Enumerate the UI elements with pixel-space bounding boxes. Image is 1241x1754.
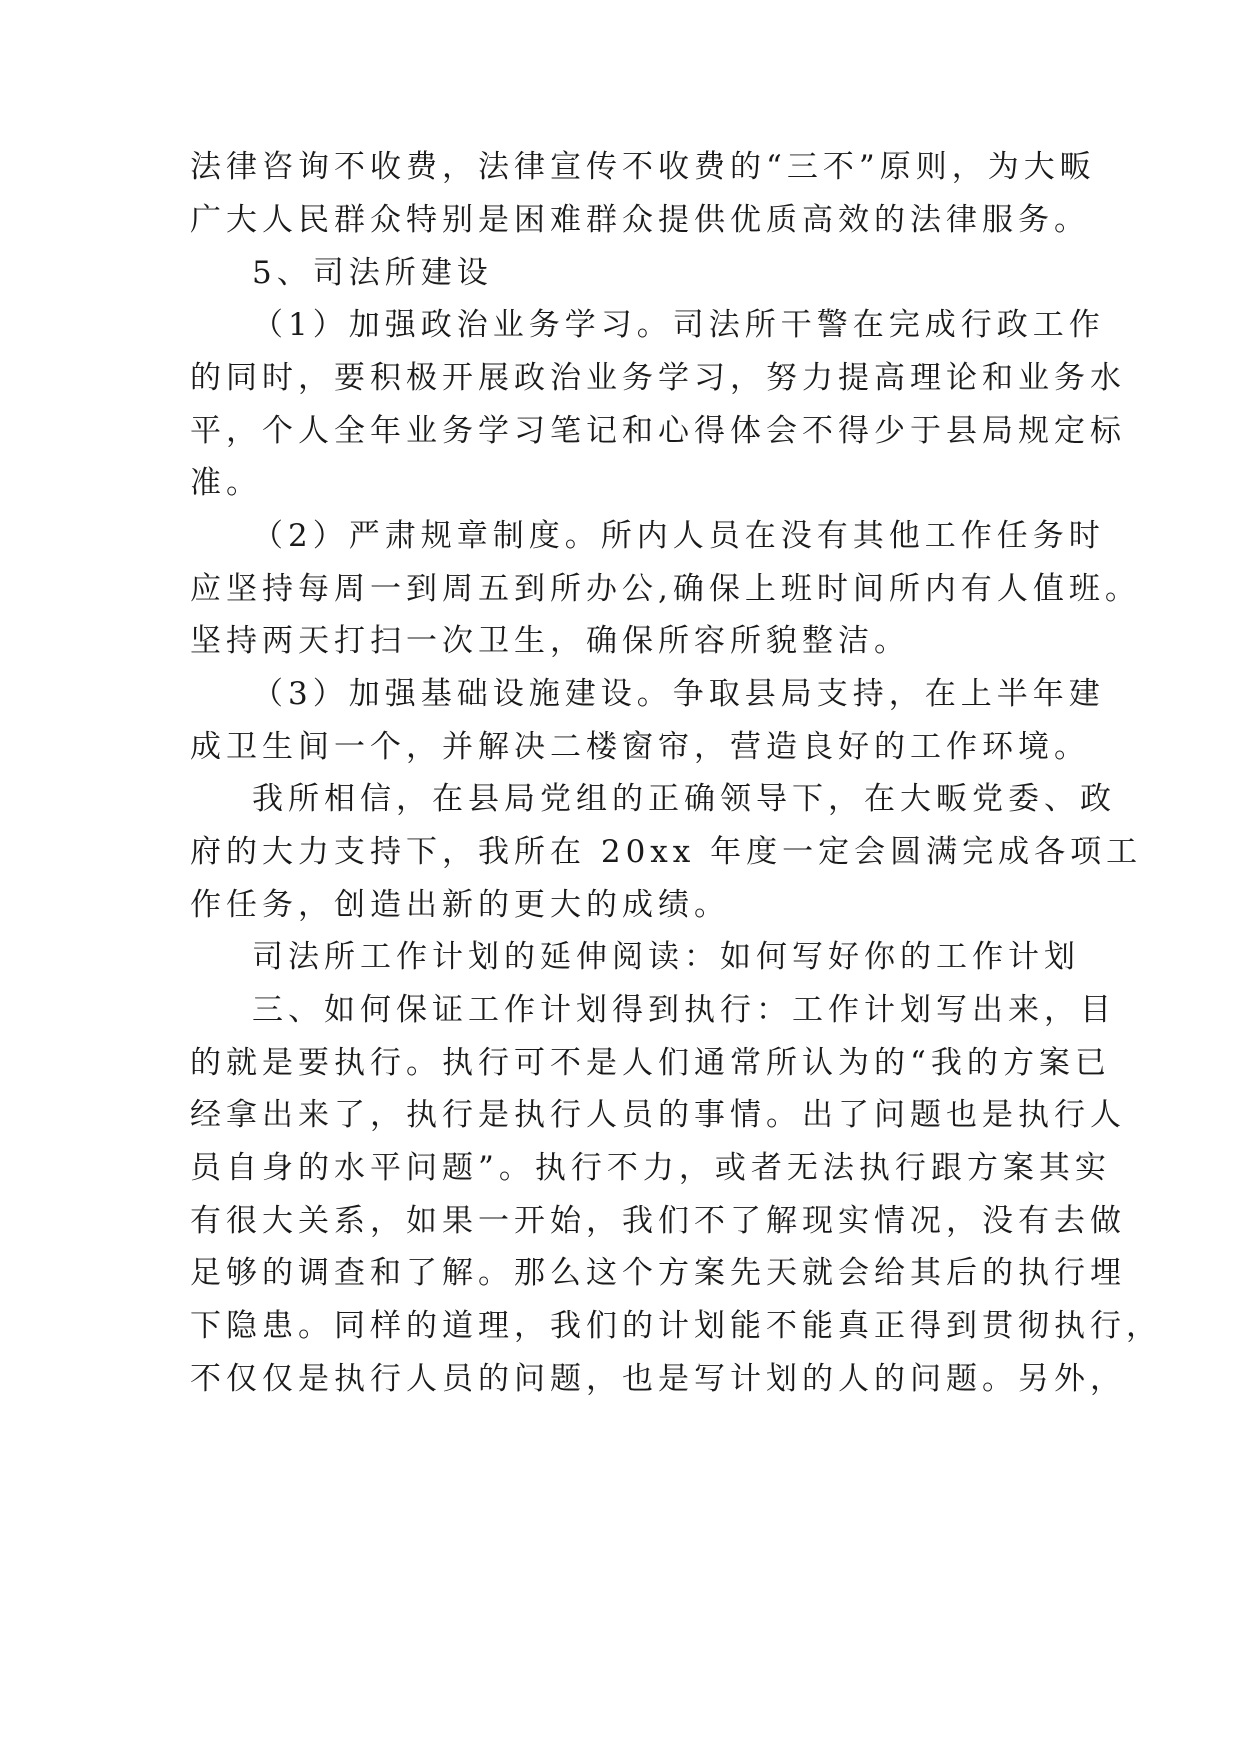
text-line: 坚持两天打扫一次卫生，确保所容所貌整洁。 [190, 623, 910, 659]
text-line: （2）严肃规章制度。所内人员在没有其他工作任务时 [252, 518, 1105, 554]
text-line: 广大人民群众特别是困难群众提供优质高效的法律服务。 [190, 202, 1090, 238]
text-line: 有很大关系，如果一开始，我们不了解现实情况，没有去做 [190, 1203, 1126, 1239]
text-line: 成卫生间一个，并解决二楼窗帘，营造良好的工作环境。 [190, 729, 1090, 765]
section-heading: 司法所工作计划的延伸阅读：如何写好你的工作计划 [252, 939, 1080, 975]
text-line: 的就是要执行。执行可不是人们通常所认为的“我的方案已 [190, 1045, 1111, 1081]
text-line: 三、如何保证工作计划得到执行：工作计划写出来，目 [252, 992, 1116, 1028]
text-line: 法律咨询不收费，法律宣传不收费的“三不”原则，为大畈 [190, 149, 1096, 185]
text-line: （1）加强政治业务学习。司法所干警在完成行政工作 [252, 307, 1105, 343]
text-line: 准。 [190, 465, 262, 501]
text-line: （3）加强基础设施建设。争取县局支持，在上半年建 [252, 676, 1105, 712]
text-line: 下隐患。同样的道理，我们的计划能不能真正得到贯彻执行， [190, 1308, 1162, 1344]
text-line: 平，个人全年业务学习笔记和心得体会不得少于县局规定标 [190, 413, 1126, 449]
text-line: 不仅仅是执行人员的问题，也是写计划的人的问题。另外， [190, 1361, 1126, 1397]
text-line: 足够的调查和了解。那么这个方案先天就会给其后的执行埋 [190, 1255, 1126, 1291]
text-line: 经拿出来了，执行是执行人员的事情。出了问题也是执行人 [190, 1097, 1126, 1133]
text-line: 的同时，要积极开展政治业务学习，努力提高理论和业务水 [190, 360, 1126, 396]
text-line: 府的大力支持下，我所在 20xx 年度一定会圆满完成各项工 [190, 834, 1143, 870]
text-line: 作任务，创造出新的更大的成绩。 [190, 887, 730, 923]
section-heading: 5、司法所建设 [252, 255, 493, 291]
text-line: 员自身的水平问题”。执行不力，或者无法执行跟方案其实 [190, 1150, 1111, 1186]
text-line: 应坚持每周一到周五到所办公,确保上班时间所内有人值班。 [190, 571, 1141, 607]
text-line: 我所相信，在县局党组的正确领导下，在大畈党委、政 [252, 781, 1116, 817]
